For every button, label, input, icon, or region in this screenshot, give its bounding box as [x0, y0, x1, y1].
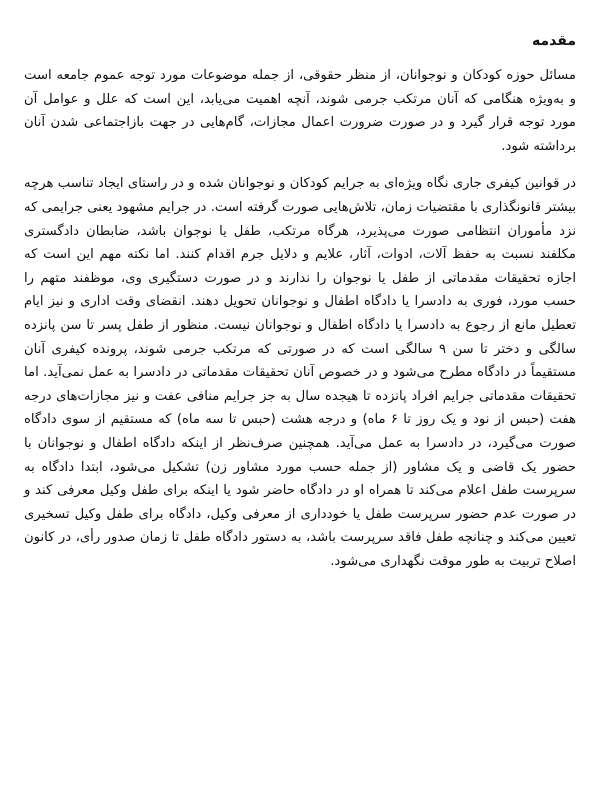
section-title: مقدمه: [532, 33, 576, 49]
paragraph-intro: مسائل حوزه کودکان و نوجوانان، از منظر حقوقی، از جمله موضوعات مورد توجه عموم جامعه است و به‌ویژه هنگامی که آنان مرتکب جرمی شوند، آنچه اهمیت می‌یابد، این است که علل و عوامل آن مورد توجه قرار گیرد و در صورت ضرورت اعمال مجازات، گام‌هایی در جهت بازاجتماعی شدن آنان برداشته شود.: [24, 68, 576, 154]
document-page: [24, 30, 576, 587]
paragraph-main: در قوانین کیفری جاری نگاه ویژه‌ای به جرایم کودکان و نوجوانان شده و در راستای ایجاد تناسب هرچه بیشتر قانونگذاری با مقتضیات زمان، تلاش‌هایی صورت گرفته است. در جرایم مشهود یعنی جرایمی که نزد مأموران انتظامی صورت می‌پذیرد، هرگاه مرتکب، طفل یا نوجوان باشد، ضابطان دادگستری مکلفند نسبت به حفظ آلات، ادوات، آثار، علایم و دلایل جرم اقدام کنند. اما نکته مهم این است که اجازه تحقیقات مقدماتی از طفل یا نوجوان را ندارند و در صورت دستگیری وی، موظفند متهم را حسب مورد، فوری به دادسرا یا دادگاه اطفال و نوجوانان تحویل دهند. انقضای وقت اداری و نیز ایام تعطیل مانع از رجوع به دادسرا یا دادگاه اطفال و نوجوانان نیست. منظور از طفل پسر تا سن پانزده سالگی و دختر تا سن ۹ سالگی است که در صورتی که مرتکب جرمی شوند، پرونده کیفری آنان مستقیماً در دادگاه مطرح می‌شود و در خصوص آنان تحقیقات مقدماتی در دادسرا به عمل نمی‌آید. اما تحقیقات مقدماتی جرایم افراد پانزده تا هیجده سال به جز جرایم منافی عفت و نیز مجازات‌های درجه هفت (حبس از نود و یک روز تا ۶ ماه) و درجه هشت (حبس تا سه ماه) که مستقیم از سوی دادگاه صورت می‌گیرد، در دادسرا به عمل می‌آید. همچنین صرف‌نظر از اینکه دادگاه اطفال و نوجوانان با حضور یک قاضی و یک مشاور (از جمله حسب مورد مشاور زن) تشکیل می‌شود، ابتدا دادگاه به سرپرست طفل اعلام می‌کند تا همراه او در دادگاه حاضر شود یا اینکه برای طفل وکیل معرفی کند و در صورت عدم حضور سرپرست طفل یا خودداری از معرفی وکیل، دادگاه برای طفل وکیل تسخیری تعیین می‌کند و چنانچه طفل فاقد سرپرست باشد، به دستور دادگاه طفل تا زمان صدور رأی، در کانون اصلاح تربیت به طور موقت نگهداری می‌شود.: [24, 176, 577, 569]
